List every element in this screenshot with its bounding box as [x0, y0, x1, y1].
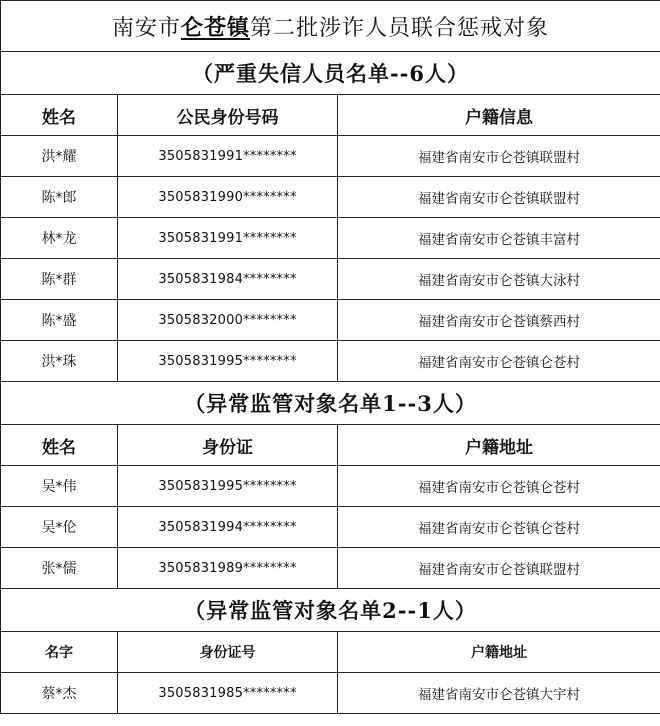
table-row: [1, 673, 660, 714]
section-heading: （异常监管对象名单1--3人）: [1, 382, 660, 425]
section-heading: （异常监管对象名单2--1人）: [1, 589, 660, 632]
person-name: 洪*耀: [1, 136, 118, 177]
person-name: 林*龙: [1, 218, 118, 259]
person-address: 福建省南安市仑苍镇仑苍村: [338, 341, 660, 382]
person-address: 福建省南安市仑苍镇联盟村: [338, 548, 660, 589]
person-address: 福建省南安市仑苍镇联盟村: [338, 177, 660, 218]
title-town: 仑苍镇: [180, 14, 250, 41]
person-address: 福建省南安市仑苍镇大宇村: [338, 673, 660, 714]
section-heading: （严重失信人员名单--6人）: [1, 52, 660, 95]
person-id-number: 3505831994********: [118, 507, 338, 548]
table-row: [1, 341, 660, 382]
person-address: 福建省南安市仑苍镇蔡西村: [338, 300, 660, 341]
person-name: 陈*郎: [1, 177, 118, 218]
person-id-number: 3505831985********: [118, 673, 338, 714]
person-id-number: 3505831995********: [118, 341, 338, 382]
person-id-number: 3505831990********: [118, 177, 338, 218]
section-heading-row: [1, 52, 660, 95]
table-row: [1, 259, 660, 300]
column-header-address: 户籍地址: [338, 632, 660, 673]
header-row: [1, 95, 660, 136]
table-row: [1, 548, 660, 589]
table-row: [1, 507, 660, 548]
table-row: [1, 136, 660, 177]
table-row: [1, 466, 660, 507]
section-heading-row: [1, 382, 660, 425]
person-address: 福建省南安市仑苍镇大泳村: [338, 259, 660, 300]
column-header-name: 姓名: [1, 95, 118, 136]
document-title: [1, 1, 660, 52]
title-row: [1, 1, 660, 52]
column-header-id: 身份证: [118, 425, 338, 466]
person-id-number: 3505831995********: [118, 466, 338, 507]
person-id-number: 3505831984********: [118, 259, 338, 300]
person-id-number: 3505831991********: [118, 136, 338, 177]
person-address: 福建省南安市仑苍镇丰富村: [338, 218, 660, 259]
title-prefix: 南安市: [111, 15, 181, 41]
header-row: [1, 632, 660, 673]
column-header-name: 姓名: [1, 425, 118, 466]
column-header-name: 名字: [1, 632, 118, 673]
person-id-number: 3505831989********: [118, 548, 338, 589]
person-name: 吴*伟: [1, 466, 118, 507]
header-row: [1, 425, 660, 466]
person-id-number: 3505831991********: [118, 218, 338, 259]
person-id-number: 3505832000********: [118, 300, 338, 341]
person-name: 洪*珠: [1, 341, 118, 382]
table-row: [1, 300, 660, 341]
person-address: 福建省南安市仑苍镇仑苍村: [338, 466, 660, 507]
table-row: [1, 177, 660, 218]
person-name: 吴*伦: [1, 507, 118, 548]
person-name: 陈*群: [1, 259, 118, 300]
person-name: 陈*盛: [1, 300, 118, 341]
person-name: 张*儒: [1, 548, 118, 589]
table-row: [1, 218, 660, 259]
column-header-address: 户籍地址: [338, 425, 660, 466]
person-address: 福建省南安市仑苍镇联盟村: [338, 136, 660, 177]
column-header-id: 身份证号: [118, 632, 338, 673]
title-suffix: 第二批涉诈人员联合惩戒对象: [250, 15, 550, 41]
column-header-address: 户籍信息: [338, 95, 660, 136]
column-header-id: 公民身份号码: [118, 95, 338, 136]
person-name: 蔡*杰: [1, 673, 118, 714]
person-address: 福建省南安市仑苍镇仑苍村: [338, 507, 660, 548]
section-heading-row: [1, 589, 660, 632]
